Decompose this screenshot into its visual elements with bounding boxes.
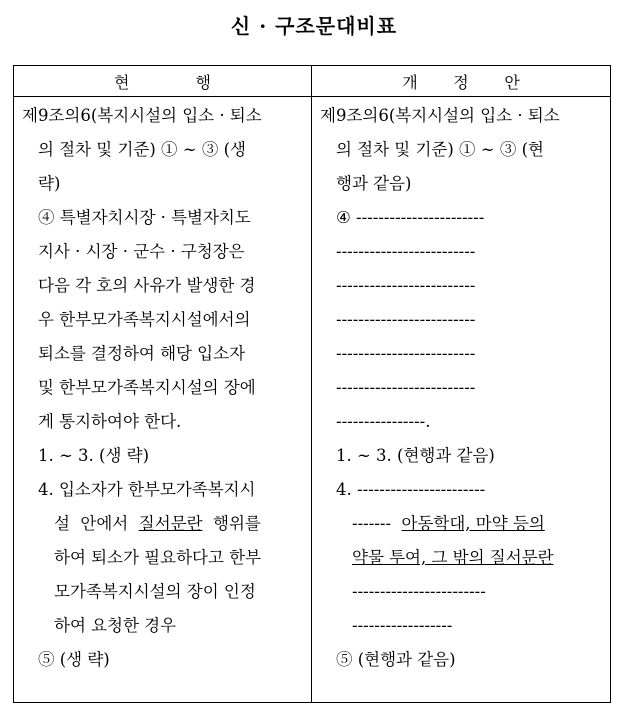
header-row: [14, 66, 611, 97]
proposed-underlined-amendment: 아동학대, 마약 등의: [401, 514, 545, 533]
proposed-underlined-amendment-line: 약물 투여, 그 밖의 질서문란: [352, 548, 554, 567]
current-line: 제9조의6(복지시설의 입소 · 퇴소: [22, 106, 262, 125]
page-title: 신 · 구조문대비표: [230, 14, 398, 38]
proposed-line: 4. -----------------------: [336, 480, 486, 499]
proposed-column: [312, 97, 611, 703]
proposed-line: -------------------------: [336, 344, 476, 363]
current-line: 하여 요청한 경우: [54, 616, 177, 635]
proposed-line: 제9조의6(복지시설의 입소 · 퇴소: [320, 106, 560, 125]
current-line-mixed: 설 안에서 질서문란 행위를: [54, 514, 261, 533]
proposed-line: -------------------------: [336, 310, 476, 329]
current-line: 지사 · 시장 · 군수 · 구청장은: [38, 242, 245, 261]
current-line: 의 절차 및 기준) ① ∼ ③ (생: [38, 140, 246, 159]
body-row: [14, 97, 611, 703]
proposed-line: 1. ∼ 3. (현행과 같음): [336, 446, 495, 465]
comparison-table: [13, 65, 611, 703]
current-line: 및 한부모가족복지시설의 장에: [38, 378, 256, 397]
header-proposed: 개 정 안: [312, 66, 611, 97]
current-underlined-term: 질서문란: [138, 514, 203, 533]
proposed-line: -------------------------: [336, 276, 476, 295]
proposed-line: ------------------: [352, 616, 453, 635]
proposed-line: -------------------------: [336, 242, 476, 261]
current-line: 하여 퇴소가 필요하다고 한부: [54, 548, 262, 567]
current-line: 1. ∼ 3. (생 략): [38, 446, 150, 465]
current-line: 략): [38, 174, 61, 193]
current-line: ④ 특별자치시장 · 특별자치도: [38, 208, 251, 227]
header-current: 현 행: [14, 66, 312, 97]
current-line: 모가족복지시설의 장이 인정: [54, 582, 256, 601]
proposed-line: -------------------------: [336, 378, 476, 397]
proposed-line: ----------------.: [336, 412, 431, 431]
proposed-line: ⑤ (현행과 같음): [336, 650, 456, 669]
proposed-line-mixed: ------- 아동학대, 마약 등의: [352, 514, 545, 533]
current-line: ⑤ (생 략): [38, 650, 110, 669]
current-column: [14, 97, 312, 703]
current-line: 다음 각 호의 사유가 발생한 경: [38, 276, 256, 295]
proposed-line: ④ -----------------------: [336, 208, 485, 227]
proposed-line: 의 절차 및 기준) ① ∼ ③ (현: [336, 140, 544, 159]
current-line: 퇴소를 결정하여 해당 입소자: [38, 344, 246, 363]
proposed-line: 행과 같음): [336, 174, 412, 193]
current-line: 우 한부모가족복지시설에서의: [38, 310, 251, 329]
current-line: 게 통지하여야 한다.: [38, 412, 182, 431]
proposed-line: ------------------------: [352, 582, 486, 601]
current-line: 4. 입소자가 한부모가족복지시: [38, 480, 256, 499]
